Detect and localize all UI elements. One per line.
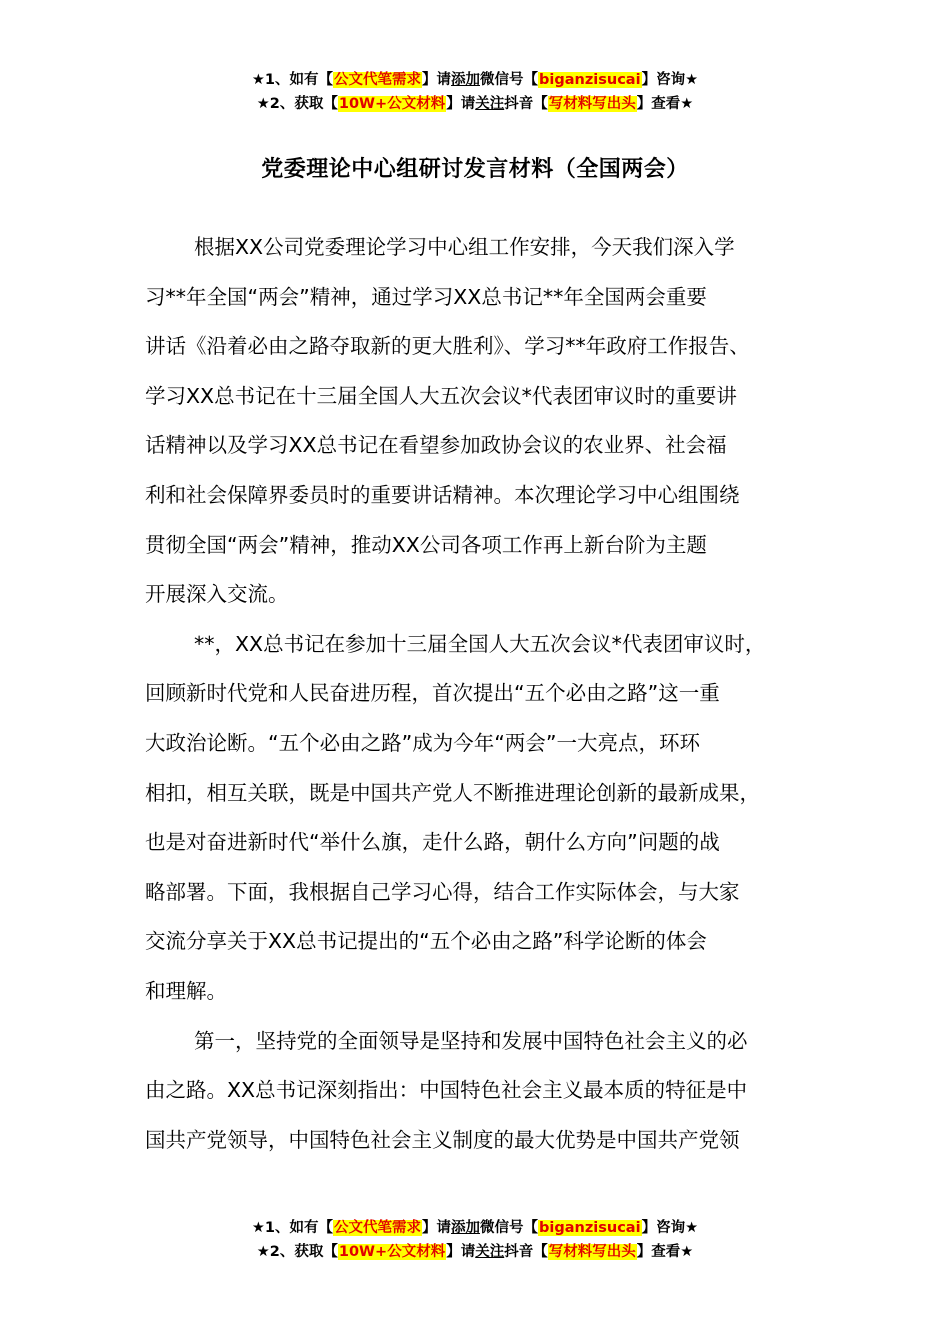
paragraph: [145, 1017, 825, 1166]
text-line: 回顾新时代党和人民奋进历程，首次提出“五个必由之路”这一重: [145, 681, 720, 706]
text-line: 略部署。下面，我根据自己学习心得，结合工作实际体会，与大家: [145, 879, 740, 904]
text-line: 学习XX总书记在十三届全国人大五次会议*代表团审议时的重要讲: [145, 383, 737, 408]
header-banner: [0, 68, 950, 116]
text-line: 根据XX公司党委理论学习中心组工作安排，今天我们深入学: [194, 235, 735, 259]
banner-line-2: [0, 1240, 950, 1264]
text-line: 相扣，相互关联，既是中国共产党人不断推进理论创新的最新成果，: [145, 780, 760, 805]
banner-underline: 添加: [451, 72, 481, 88]
banner-line-1: [0, 1216, 950, 1240]
banner-text: 抖音【: [504, 96, 548, 112]
paragraph: [145, 223, 825, 620]
banner-text: 微信号【: [480, 1220, 539, 1236]
text-line: **，XX总书记在参加十三届全国人大五次会议*代表团审议时，: [194, 631, 766, 656]
paragraph: [145, 620, 825, 1017]
text-line: 也是对奋进新时代“举什么旗，走什么路，朝什么方向”问题的战: [145, 830, 720, 855]
text-line: 和理解。: [145, 978, 227, 1003]
banner-highlight: 10W+公文材料: [338, 96, 446, 112]
document-body: [145, 223, 825, 1165]
banner-line-1: [0, 68, 950, 92]
banner-highlight: 写材料写出头: [548, 1244, 636, 1260]
text-line: 大政治论断。“五个必由之路”成为今年“两会”一大亮点，环环: [145, 730, 700, 755]
banner-underline: 关注: [475, 1244, 505, 1260]
banner-text: ★1、如有【: [251, 1220, 334, 1236]
banner-text: 】咨询★: [641, 72, 699, 88]
banner-text: ★2、获取【: [256, 96, 338, 112]
footer-banner: [0, 1216, 950, 1264]
banner-text: ★1、如有【: [251, 72, 334, 88]
text-line: 由之路。XX总书记深刻指出：中国特色社会主义最本质的特征是中: [145, 1078, 748, 1103]
banner-text: 】查看★: [636, 1244, 694, 1260]
text-line: 讲话《沿着必由之路夺取新的更大胜利》、学习**年政府工作报告、: [145, 334, 750, 359]
banner-text: 】请: [422, 1220, 452, 1236]
text-line: 国共产党领导，中国特色社会主义制度的最大优势是中国共产党领: [145, 1127, 740, 1152]
banner-highlight: 公文代笔需求: [334, 1220, 422, 1236]
text-line: 话精神以及学习XX总书记在看望参加政协会议的农业界、社会福: [145, 433, 727, 458]
banner-text: ★2、获取【: [256, 1244, 338, 1260]
banner-highlight: biganzisucai: [539, 1220, 641, 1236]
banner-line-2: [0, 92, 950, 116]
banner-underline: 关注: [475, 96, 505, 112]
document-title: 党委理论中心组研讨发言材料（全国两会）: [261, 157, 689, 182]
banner-underline: 添加: [451, 1220, 481, 1236]
banner-highlight: 写材料写出头: [548, 96, 636, 112]
text-line: 贯彻全国“两会”精神，推动XX公司各项工作再上新台阶为主题: [145, 532, 707, 557]
banner-text: 】请: [422, 72, 452, 88]
banner-text: 】请: [446, 96, 476, 112]
text-line: 开展深入交流。: [145, 582, 289, 607]
banner-text: 】查看★: [636, 96, 694, 112]
banner-text: 微信号【: [480, 72, 539, 88]
banner-highlight: 公文代笔需求: [334, 72, 422, 88]
text-line: 第一，坚持党的全面领导是坚持和发展中国特色社会主义的必: [194, 1028, 748, 1053]
banner-text: 】咨询★: [641, 1220, 699, 1236]
text-line: 利和社会保障界委员时的重要讲话精神。本次理论学习中心组围绕: [145, 482, 740, 507]
banner-highlight: biganzisucai: [539, 72, 641, 88]
text-line: 交流分享关于XX总书记提出的“五个必由之路”科学论断的体会: [145, 929, 707, 954]
banner-highlight: 10W+公文材料: [338, 1244, 446, 1260]
banner-text: 抖音【: [504, 1244, 548, 1260]
text-line: 习**年全国“两会”精神，通过学习XX总书记**年全国两会重要: [145, 284, 707, 309]
banner-text: 】请: [446, 1244, 476, 1260]
